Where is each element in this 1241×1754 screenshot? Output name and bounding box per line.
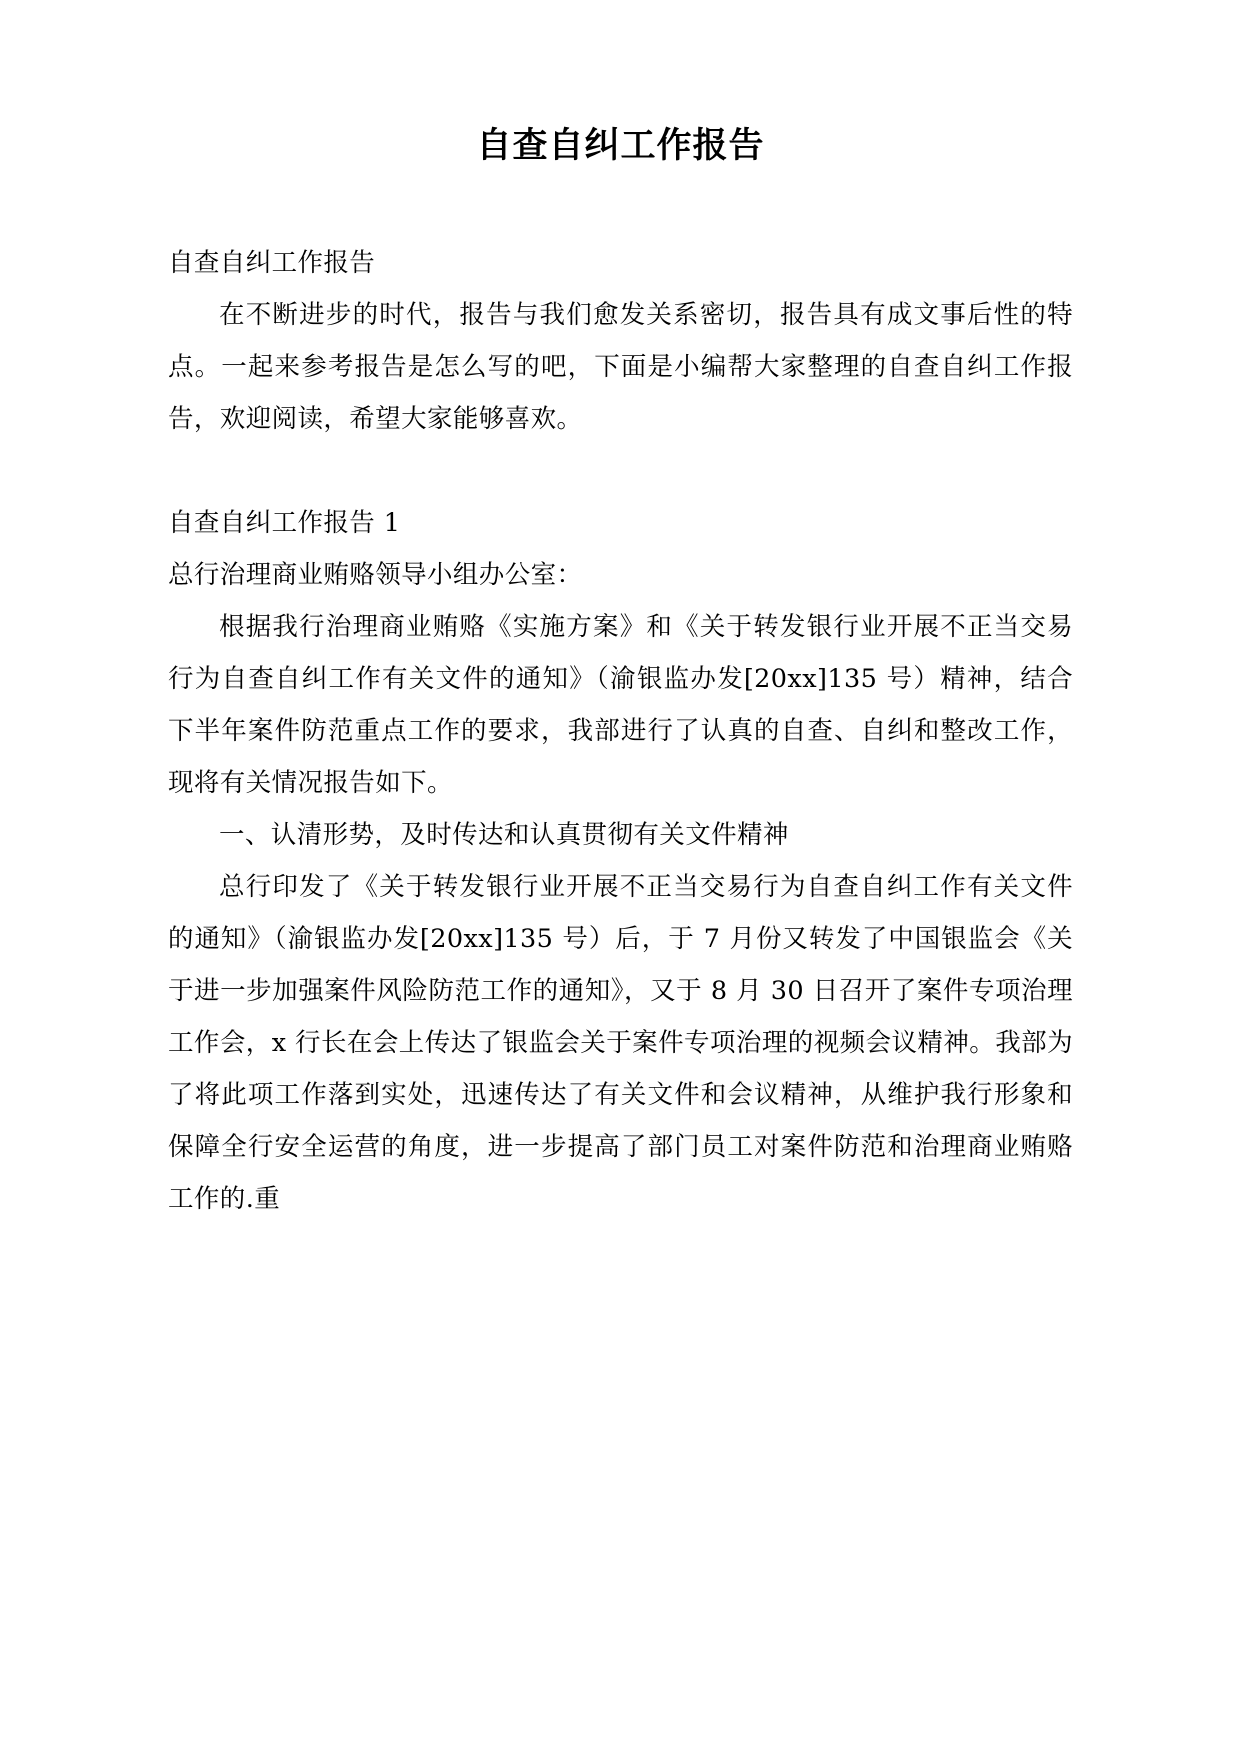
paragraph-intro: 在不断进步的时代，报告与我们愈发关系密切，报告具有成文事后性的特点。一起来参考报告是怎么写的吧，下面是小编帮大家整理的自查自纠工作报告，欢迎阅读，希望大家能够喜欢。: [168, 300, 1073, 434]
document-body: [168, 237, 1073, 1225]
paragraph-section-title-1: 自查自纠工作报告 1: [168, 508, 401, 538]
paragraph-addressee: 总行治理商业贿赂领导小组办公室：: [168, 560, 583, 590]
page-title: 自查自纠工作报告: [476, 126, 765, 166]
paragraph-subheading-one: 一、认清形势，及时传达和认真贯彻有关文件精神: [219, 820, 789, 850]
paragraph-spacer: [168, 445, 1073, 497]
paragraph-heading-repeat: 自查自纠工作报告: [168, 248, 376, 278]
paragraph-basis: 根据我行治理商业贿赂《实施方案》和《关于转发银行业开展不正当交易行为自查自纠工作有关文件的通知》（渝银监办发[20xx]135 号）精神，结合下半年案件防范重点工作的要求，我部进行了认真的自查、自纠和整改工作，现将有关情况报告如下。: [168, 612, 1073, 798]
paragraph-body-one: 总行印发了《关于转发银行业开展不正当交易行为自查自纠工作有关文件的通知》（渝银监办发[20xx]135 号）后，于 7 月份又转发了中国银监会《关于进一步加强案件风险防范工作的通知》，又于 8 月 30 日召开了案件专项治理工作会，x 行长在会上传达了银监会关于案件专项治理的视频会议精神。我部为了将此项工作落到实处，迅速传达了有关文件和会议精神，从维护我行形象和保障全行安全运营的角度，进一步提高了部门员工对案件防范和治理商业贿赂工作的.重: [168, 872, 1073, 1214]
